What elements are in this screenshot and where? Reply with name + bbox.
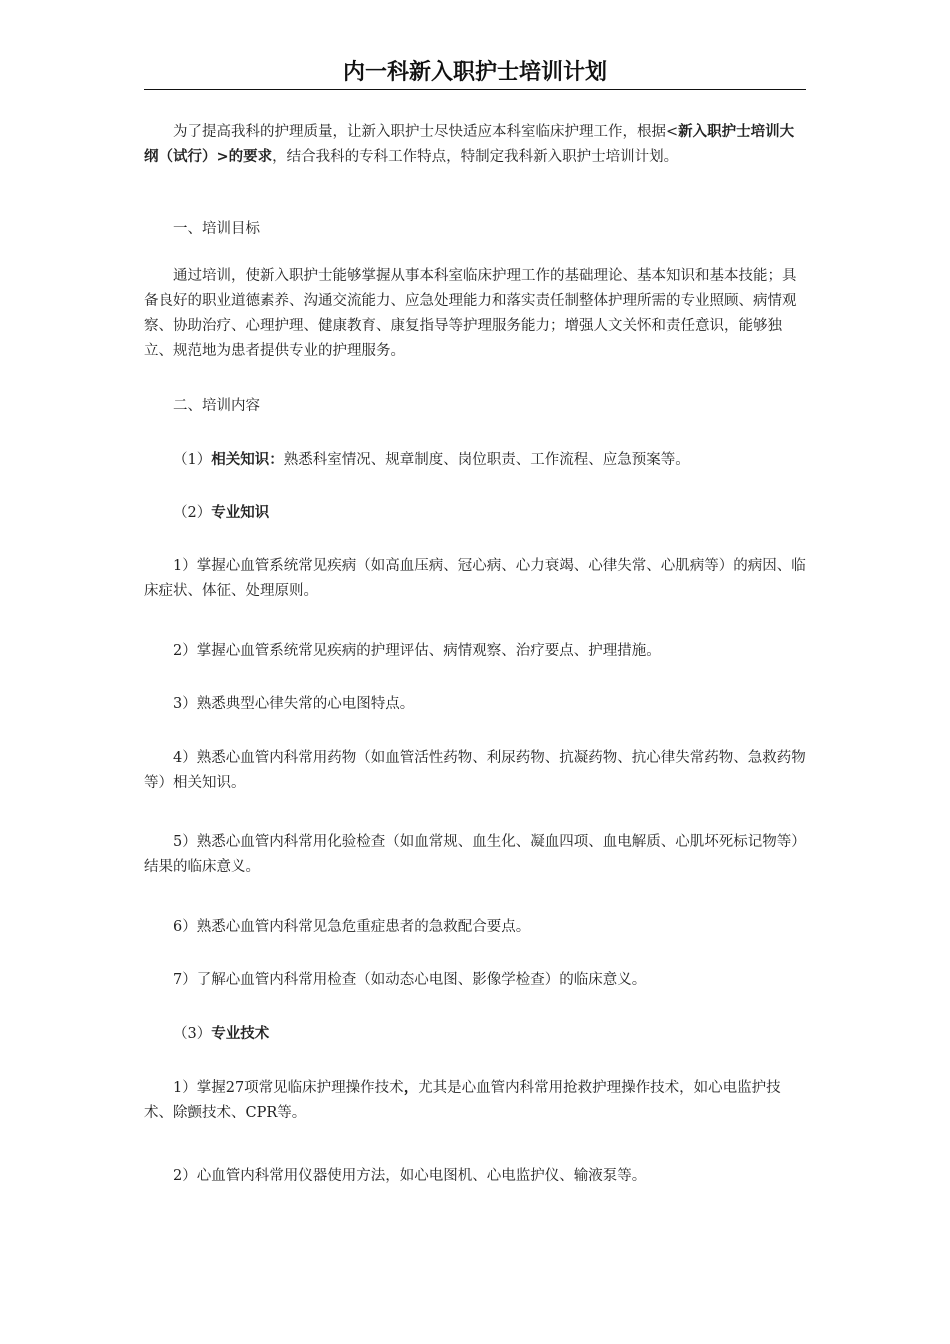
intro-text-2: ，结合我科的专科工作特点，特制定我科新入职护士培训计划。 bbox=[272, 149, 679, 165]
knowledge-item-3: 3）熟悉典型心律失常的心电图特点。 bbox=[173, 696, 415, 712]
item3-label: 专业技术 bbox=[211, 1026, 270, 1042]
section2-heading: 二、培训内容 bbox=[173, 398, 260, 414]
item1-text: 熟悉科室情况、规章制度、岗位职责、工作流程、应急预案等。 bbox=[283, 452, 690, 468]
knowledge-item-1: 1）掌握心血管系统常见疾病（如高血压病、冠心病、心力衰竭、心律失常、心肌病等）的病因、临床症状、体征、处理原则。 bbox=[144, 558, 806, 599]
knowledge-item-7: 7）了解心血管内科常用检查（如动态心电图、影像学检查）的临床意义。 bbox=[173, 972, 647, 988]
skill-item-1 bbox=[144, 1076, 806, 1126]
skill1-text-1: 1）掌握27项常见临床护理操作技术 bbox=[173, 1080, 404, 1096]
intro-text-1: 为了提高我科的护理质量，让新入职护士尽快适应本科室临床护理工作，根据< bbox=[173, 124, 679, 140]
knowledge-item-2: 2）掌握心血管系统常见疾病的护理评估、病情观察、治疗要点、护理措施。 bbox=[173, 643, 661, 659]
item2-num: （2） bbox=[173, 505, 212, 521]
item1-paragraph bbox=[144, 448, 806, 473]
skill1-bold-comma: ， bbox=[403, 1080, 419, 1096]
knowledge-item-6: 6）熟悉心血管内科常见急危重症患者的急救配合要点。 bbox=[173, 919, 531, 935]
title-underline bbox=[144, 89, 806, 90]
skill-item-2: 2）心血管内科常用仪器使用方法，如心电图机、心电监护仪、输液泵等。 bbox=[173, 1168, 647, 1184]
item2-label: 专业知识 bbox=[211, 505, 270, 521]
section1-heading: 一、培训目标 bbox=[173, 221, 260, 237]
section1-body: 通过培训，使新入职护士能够掌握从事本科室临床护理工作的基础理论、基本知识和基本技能；具备良好的职业道德素养、沟通交流能力、应急处理能力和落实责任制整体护理所需的专业照顾、病情观察、协助治疗、心理护理、健康教育、康复指导等护理服务能力；增强人文关怀和责任意识，能够独立、规范地为患者提供专业的护理服务。 bbox=[144, 268, 797, 359]
knowledge-item-5: 5）熟悉心血管内科常用化验检查（如血常规、血生化、凝血四项、血电解质、心肌坏死标记物等）结果的临床意义。 bbox=[144, 834, 806, 875]
item2-heading bbox=[144, 501, 806, 526]
item3-num: （3） bbox=[173, 1026, 212, 1042]
item3-heading bbox=[144, 1022, 806, 1047]
knowledge-item-4: 4）熟悉心血管内科常用药物（如血管活性药物、利尿药物、抗凝药物、抗心律失常药物、急救药物等）相关知识。 bbox=[144, 750, 806, 791]
intro-bold-text: 新入职护士培训大纲（试行）>的要求 bbox=[144, 124, 795, 165]
item1-colon: ： bbox=[269, 452, 284, 468]
item1-label: 相关知识 bbox=[211, 452, 270, 468]
item1-num: （1） bbox=[173, 452, 212, 468]
document-title: 内一科新入职护士培训计划 bbox=[342, 60, 607, 85]
skill1-text-2: 尤其是心血管内科常用抢救护理操作技术，如心电监护技术、除颤技术、CPR等。 bbox=[144, 1080, 781, 1121]
intro-paragraph bbox=[144, 120, 806, 170]
